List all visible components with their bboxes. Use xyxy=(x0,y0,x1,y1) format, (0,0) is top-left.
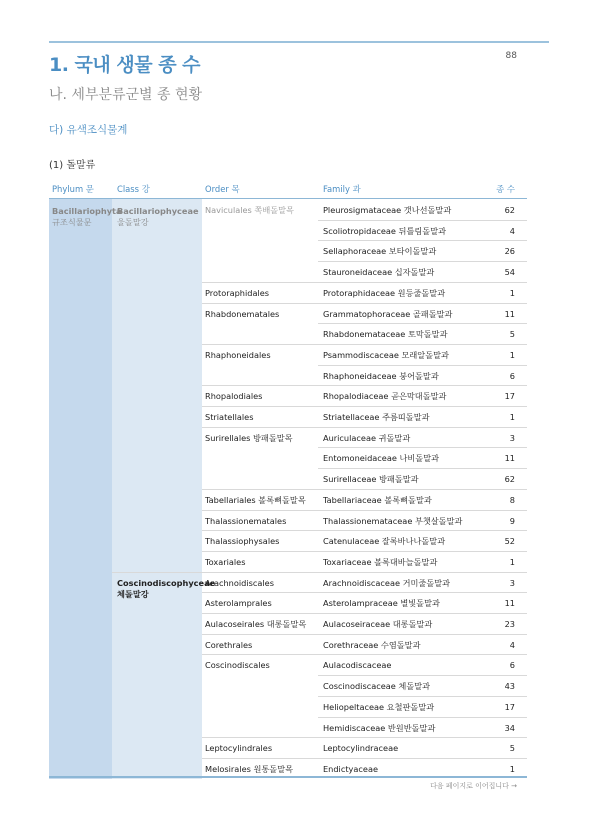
family-cell: Rhaphoneidaceae 붕어돌말과 xyxy=(323,370,439,381)
species-count-cell: 4 xyxy=(509,225,515,236)
row-divider xyxy=(318,551,527,552)
order-cell: Aulacoseirales 대롱돌말목 xyxy=(205,619,307,629)
row-divider xyxy=(318,261,527,262)
family-cell: Hemidiscaceae 반원반돌말과 xyxy=(323,722,436,733)
family-cell: Rhabdonemataceae 토막돌말과 xyxy=(323,329,448,340)
subsection-heading: (1) 돌말류 xyxy=(49,160,96,171)
class-name: Coscinodiscophyceae xyxy=(117,578,216,588)
species-count-cell: 1 xyxy=(509,287,515,298)
row-divider xyxy=(318,447,527,448)
phylum-korean: 규조식물문 xyxy=(52,217,92,227)
order-cell: Toxariales xyxy=(205,556,246,567)
order-divider xyxy=(202,385,318,386)
family-cell: Corethraceae 수염돌말과 xyxy=(323,639,421,650)
species-count-cell: 1 xyxy=(509,412,515,422)
species-count-cell: 4 xyxy=(509,639,515,650)
order-divider xyxy=(202,634,318,635)
family-cell: Scoliotropidaceae 뒤틀림돌말과 xyxy=(323,225,447,236)
species-count-cell: 9 xyxy=(509,515,515,526)
continued-note: 다음 페이지로 이어집니다 → xyxy=(430,782,517,790)
order-divider xyxy=(202,510,318,511)
family-cell: Surirellaceae 방패돌말과 xyxy=(323,474,419,485)
order-cell: Leptocylindrales xyxy=(205,743,273,754)
class-korean: 울돌말강 xyxy=(117,217,149,227)
order-cell: Corethrales xyxy=(205,639,253,650)
row-divider xyxy=(318,634,527,635)
phylum-name: Bacillariophyta xyxy=(52,206,122,216)
table-header xyxy=(49,180,527,199)
order-cell: Rhopalodiales xyxy=(205,391,263,402)
order-divider xyxy=(202,282,318,283)
species-count-cell: 23 xyxy=(504,619,515,629)
family-cell: Aulacoseiraceae 대롱돌말과 xyxy=(323,619,433,629)
row-divider xyxy=(318,510,527,511)
class-column xyxy=(112,199,202,779)
order-cell: Coscinodiscales xyxy=(205,660,270,671)
species-count-cell: 6 xyxy=(509,370,515,381)
order-divider xyxy=(202,406,318,407)
family-cell: Leptocylindraceae xyxy=(323,743,399,754)
column-header-order: Order 목 xyxy=(205,184,240,194)
family-cell: Coscinodiscaceae 체돌말과 xyxy=(323,681,431,692)
species-count-cell: 62 xyxy=(504,474,515,485)
order-divider xyxy=(202,592,318,593)
species-count-cell: 11 xyxy=(504,453,515,464)
order-divider xyxy=(202,654,318,655)
family-cell: Toxariaceae 볼록대바늘돌말과 xyxy=(323,556,438,567)
row-divider xyxy=(318,654,527,655)
order-cell: Surirellales 방패돌말목 xyxy=(205,432,293,443)
row-divider xyxy=(318,758,527,759)
column-header-class: Class 강 xyxy=(117,184,150,194)
family-cell: Striatellaceae 주름띠돌말과 xyxy=(323,412,430,422)
row-divider xyxy=(318,489,527,490)
order-cell: Naviculales 쪽배돌말목 xyxy=(205,205,294,215)
order-divider xyxy=(202,737,318,738)
class-korean: 체돌말강 xyxy=(117,589,149,599)
table-body xyxy=(49,199,527,779)
section-heading: 다) 유색조식물계 xyxy=(49,124,128,136)
order-cell: Thalassiophysales xyxy=(205,536,280,547)
order-divider xyxy=(202,758,318,759)
order-divider xyxy=(202,489,318,490)
family-cell: Entomoneidaceae 나비돌말과 xyxy=(323,453,440,464)
class-name: Bacillariophyceae xyxy=(117,206,199,216)
species-count-cell: 3 xyxy=(509,577,515,588)
class-cell-coscinodiscophyceae xyxy=(117,578,215,600)
family-cell: Rhopalodiaceae 곧은막대돌말과 xyxy=(323,391,447,402)
row-divider xyxy=(318,592,527,593)
species-count-cell: 34 xyxy=(504,722,515,733)
page-number: 88 xyxy=(505,51,517,61)
species-count-cell: 3 xyxy=(509,432,515,443)
row-divider xyxy=(318,344,527,345)
order-divider xyxy=(202,427,318,428)
family-cell: Grammatophoraceae 골패돌말과 xyxy=(323,308,453,319)
family-cell: Stauroneidaceae 십자돌말과 xyxy=(323,267,435,278)
column-header-count: 종 수 xyxy=(496,184,515,194)
order-divider xyxy=(202,613,318,614)
order-cell: Striatellales xyxy=(205,412,254,422)
family-cell: Endictyaceae xyxy=(323,763,379,774)
family-cell: Arachnoidiscaceae 거미줄돌말과 xyxy=(323,577,451,588)
species-count-cell: 26 xyxy=(504,246,515,257)
order-cell: Thalassionematales xyxy=(205,515,287,526)
row-divider xyxy=(318,675,527,676)
class-divider xyxy=(112,572,527,573)
order-cell: Tabellariales 볼록뼈돌말목 xyxy=(205,494,306,505)
family-cell: Protoraphidaceae 원등줄돌말과 xyxy=(323,287,446,298)
species-count-cell: 17 xyxy=(504,391,515,402)
species-count-cell: 52 xyxy=(504,536,515,547)
row-divider xyxy=(318,365,527,366)
species-count-cell: 8 xyxy=(509,494,515,505)
row-divider xyxy=(318,468,527,469)
column-header-family: Family 과 xyxy=(323,184,361,194)
species-table xyxy=(49,180,527,779)
class-cell-bacillariophyceae xyxy=(117,206,199,228)
order-divider xyxy=(202,303,318,304)
species-count-cell: 5 xyxy=(509,329,515,340)
family-cell: Thalassionemataceae 부챗살돌말과 xyxy=(323,515,463,526)
row-divider xyxy=(318,717,527,718)
family-cell: Tabellariaceae 볼록뼈돌말과 xyxy=(323,494,432,505)
phylum-cell xyxy=(52,206,122,228)
species-count-cell: 6 xyxy=(509,660,515,671)
row-divider xyxy=(318,737,527,738)
row-divider xyxy=(318,613,527,614)
family-cell: Auriculaceae 귀돌말과 xyxy=(323,432,411,443)
row-divider xyxy=(318,427,527,428)
row-divider xyxy=(318,303,527,304)
order-cell: Arachnoidiscales xyxy=(205,577,274,588)
species-count-cell: 11 xyxy=(504,308,515,319)
order-cell: Protoraphidales xyxy=(205,287,270,298)
family-cell: Pleurosigmataceae 갯나선돌말과 xyxy=(323,205,452,215)
family-cell: Heliopeltaceae 요철판돌말과 xyxy=(323,701,435,712)
row-divider xyxy=(318,696,527,697)
species-count-cell: 62 xyxy=(504,205,515,215)
top-rule xyxy=(49,41,549,43)
order-cell: Melosirales 원통돌말목 xyxy=(205,763,294,774)
species-count-cell: 1 xyxy=(509,763,515,774)
row-divider xyxy=(318,406,527,407)
order-divider xyxy=(202,344,318,345)
family-cell: Catenulaceae 잘록바나나돌말과 xyxy=(323,536,446,547)
family-cell: Sellaphoraceae 보타이돌말과 xyxy=(323,246,437,257)
row-divider xyxy=(318,385,527,386)
species-count-cell: 54 xyxy=(504,267,515,278)
order-cell: Asterolamprales xyxy=(205,598,272,609)
page-title: 1. 국내 생물 종 수 xyxy=(49,54,201,76)
row-divider xyxy=(318,282,527,283)
page-subtitle: 나. 세부분류군별 종 현황 xyxy=(49,87,203,103)
family-cell: Aulacodiscaceae xyxy=(323,660,392,671)
row-divider xyxy=(318,530,527,531)
order-divider xyxy=(202,551,318,552)
species-count-cell: 5 xyxy=(509,743,515,754)
order-divider xyxy=(202,530,318,531)
column-header-phylum: Phylum 문 xyxy=(52,184,94,194)
order-cell: Rhaphoneidales xyxy=(205,349,271,360)
row-divider xyxy=(318,220,527,221)
species-count-cell: 11 xyxy=(504,598,515,609)
order-cell: Rhabdonematales xyxy=(205,308,280,319)
species-count-cell: 1 xyxy=(509,349,515,360)
species-count-cell: 1 xyxy=(509,556,515,567)
family-cell: Asterolampraceae 별빛돌말과 xyxy=(323,598,440,609)
bottom-rule xyxy=(49,776,527,778)
family-cell: Psammodiscaceae 모래알돌말과 xyxy=(323,349,449,360)
row-divider xyxy=(318,323,527,324)
row-divider xyxy=(318,240,527,241)
species-count-cell: 43 xyxy=(504,681,515,692)
species-count-cell: 17 xyxy=(504,701,515,712)
phylum-column xyxy=(49,199,112,779)
